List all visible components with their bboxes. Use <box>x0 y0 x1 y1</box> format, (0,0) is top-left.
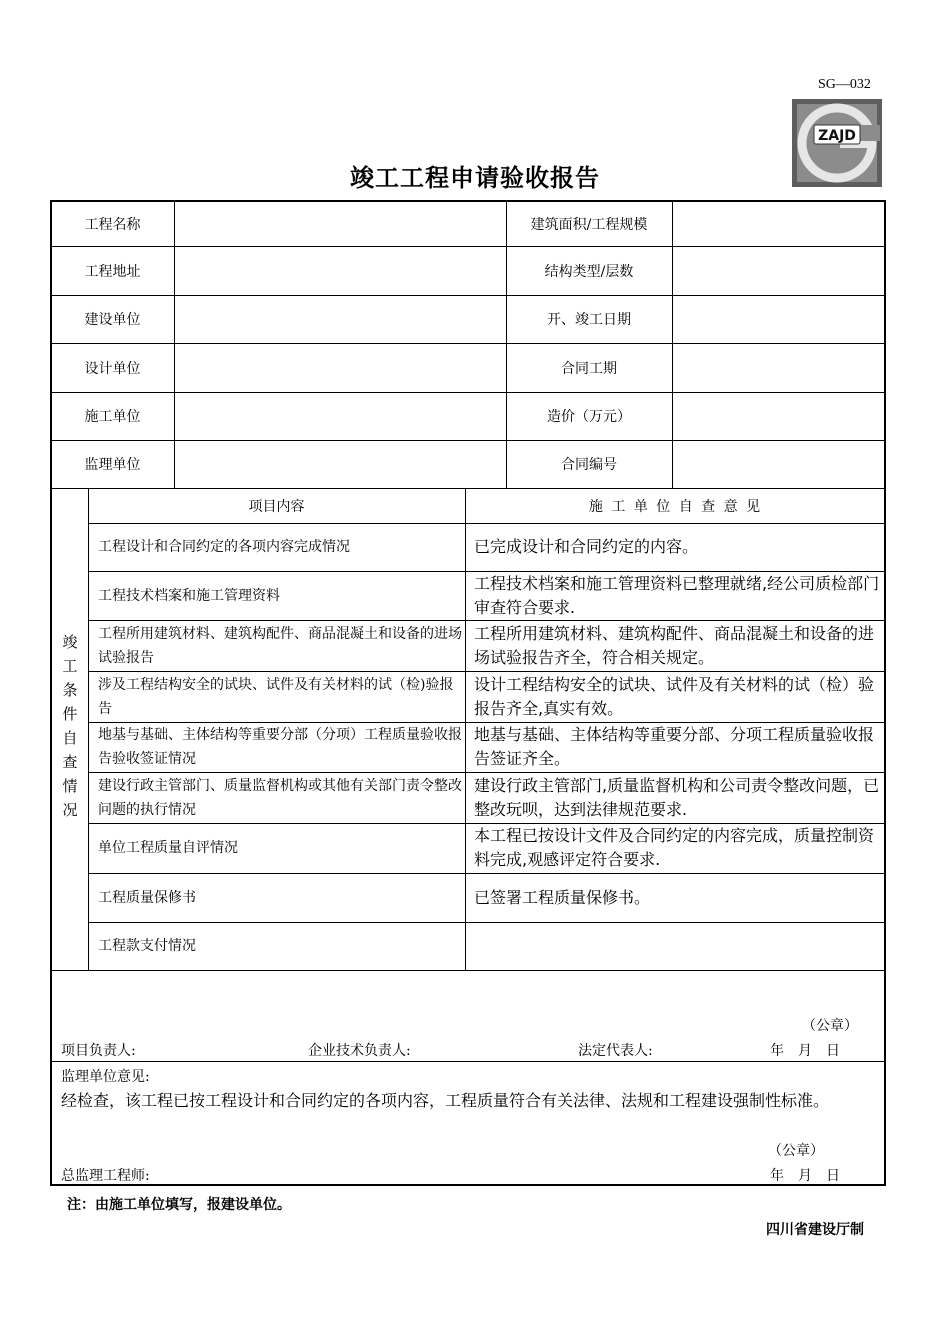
check-row-opinion: 本工程已按设计文件及合同约定的内容完成，质量控制资料完成,观感评定符合要求. <box>474 826 875 869</box>
check-row-item: 工程质量保修书 <box>98 889 196 906</box>
check-row-opinion: 工程所用建筑材料、建筑构配件、商品混凝土和设备的进场试验报告齐全，符合相关规定。 <box>474 623 875 667</box>
footer-note: 注：由施工单位填写，报建设单位。 <box>67 1197 291 1213</box>
label-project-address: 工程地址 <box>84 263 141 280</box>
check-row-opinion: 建设行政主管部门,质量监督机构和公司责令整改问题，已整改玩呗，达到法律规范要求. <box>474 775 880 819</box>
building-area-value[interactable] <box>673 202 885 246</box>
label-building-area: 建筑面积/工程规模 <box>530 216 648 233</box>
structure-type-value[interactable] <box>673 247 885 295</box>
self-check-side-label: 竣工条件自查情况 <box>62 633 78 819</box>
project-leader-label: 项目负责人: <box>61 1043 136 1059</box>
cost-value[interactable] <box>673 393 885 440</box>
contract-period-value[interactable] <box>673 344 885 392</box>
check-row-item: 建设行政主管部门、质量监督机构或其他有关部门责令整改问题的执行情况 <box>98 777 462 818</box>
label-builder-unit: 施工单位 <box>84 409 141 425</box>
construction-owner-value[interactable] <box>175 296 505 343</box>
tech-leader-label: 企业技术负责人: <box>308 1043 411 1059</box>
check-row-item: 地基与基础、主体结构等重要分部（分项）工程质量验收报告验收签证情况 <box>98 727 462 767</box>
label-cost: 造价（万元） <box>547 409 631 425</box>
label-construction-owner: 建设单位 <box>84 312 141 328</box>
check-row-item: 工程技术档案和施工管理资料 <box>98 587 280 604</box>
header-item: 项目内容 <box>248 498 305 515</box>
check-row-item: 工程所用建筑材料、建筑构配件、商品混凝土和设备的进场试验报告 <box>98 625 462 666</box>
label-structure-type: 结构类型/层数 <box>544 263 634 280</box>
chief-supervisor-label: 总监理工程师: <box>61 1168 150 1184</box>
check-row-opinion: 工程技术档案和施工管理资料已整理就绪,经公司质检部门审查符合要求. <box>474 573 880 617</box>
legal-rep-label: 法定代表人: <box>578 1043 653 1059</box>
check-row-opinion: 已签署工程质量保修书。 <box>474 887 651 907</box>
label-design-unit: 设计单位 <box>84 360 141 377</box>
design-unit-value[interactable] <box>175 344 505 392</box>
svg-text:ZAJD: ZAJD <box>818 128 856 144</box>
issuer: 四川省建设厅制 <box>766 1222 864 1238</box>
check-row-item: 涉及工程结构安全的试块、试件及有关材料的试（检)验报告 <box>98 676 454 717</box>
check-row-opinion: 地基与基础、主体结构等重要分部、分项工程质量验收报告签证齐全。 <box>474 725 875 768</box>
check-row-item: 工程设计和合同约定的各项内容完成情况 <box>98 539 350 555</box>
check-row-opinion: 设计工程结构安全的试块、试件及有关材料的试（检）验报告齐全,真实有效。 <box>474 674 875 718</box>
label-start-end-date: 开、竣工日期 <box>547 312 631 328</box>
check-row-opinion[interactable] <box>465 922 886 970</box>
supervision-unit-value[interactable] <box>175 441 505 488</box>
builder-unit-value[interactable] <box>175 393 505 440</box>
supervision-label: 监理单位意见: <box>61 1069 150 1085</box>
project-address-value[interactable] <box>175 247 505 295</box>
date-label: 年 月 日 <box>770 1043 840 1059</box>
label-project-name: 工程名称 <box>84 216 141 233</box>
project-name-value[interactable] <box>175 202 505 246</box>
check-row-item: 工程款支付情况 <box>98 938 196 954</box>
check-row-item: 单位工程质量自评情况 <box>98 840 238 856</box>
supervision-seal-label: （公章） <box>768 1143 824 1159</box>
header-opinion: 施 工 单 位 自 查 意 见 <box>588 498 763 515</box>
check-row-opinion: 已完成设计和合同约定的内容。 <box>474 537 699 556</box>
start-end-date-value[interactable] <box>673 296 885 343</box>
supervision-date-label: 年 月 日 <box>770 1168 840 1184</box>
page-title: 竣工工程申请验收报告 <box>350 164 600 192</box>
label-contract-no: 合同编号 <box>561 457 617 473</box>
contract-no-value[interactable] <box>673 441 885 488</box>
label-supervision-unit: 监理单位 <box>84 457 141 473</box>
label-contract-period: 合同工期 <box>561 360 617 377</box>
form-code: SG—032 <box>818 77 871 92</box>
supervision-opinion: 经检查，该工程已按工程设计和合同约定的各项内容，工程质量符合有关法律、法规和工程建设强制性标准。 <box>61 1091 830 1110</box>
seal-label: （公章） <box>802 1018 858 1034</box>
